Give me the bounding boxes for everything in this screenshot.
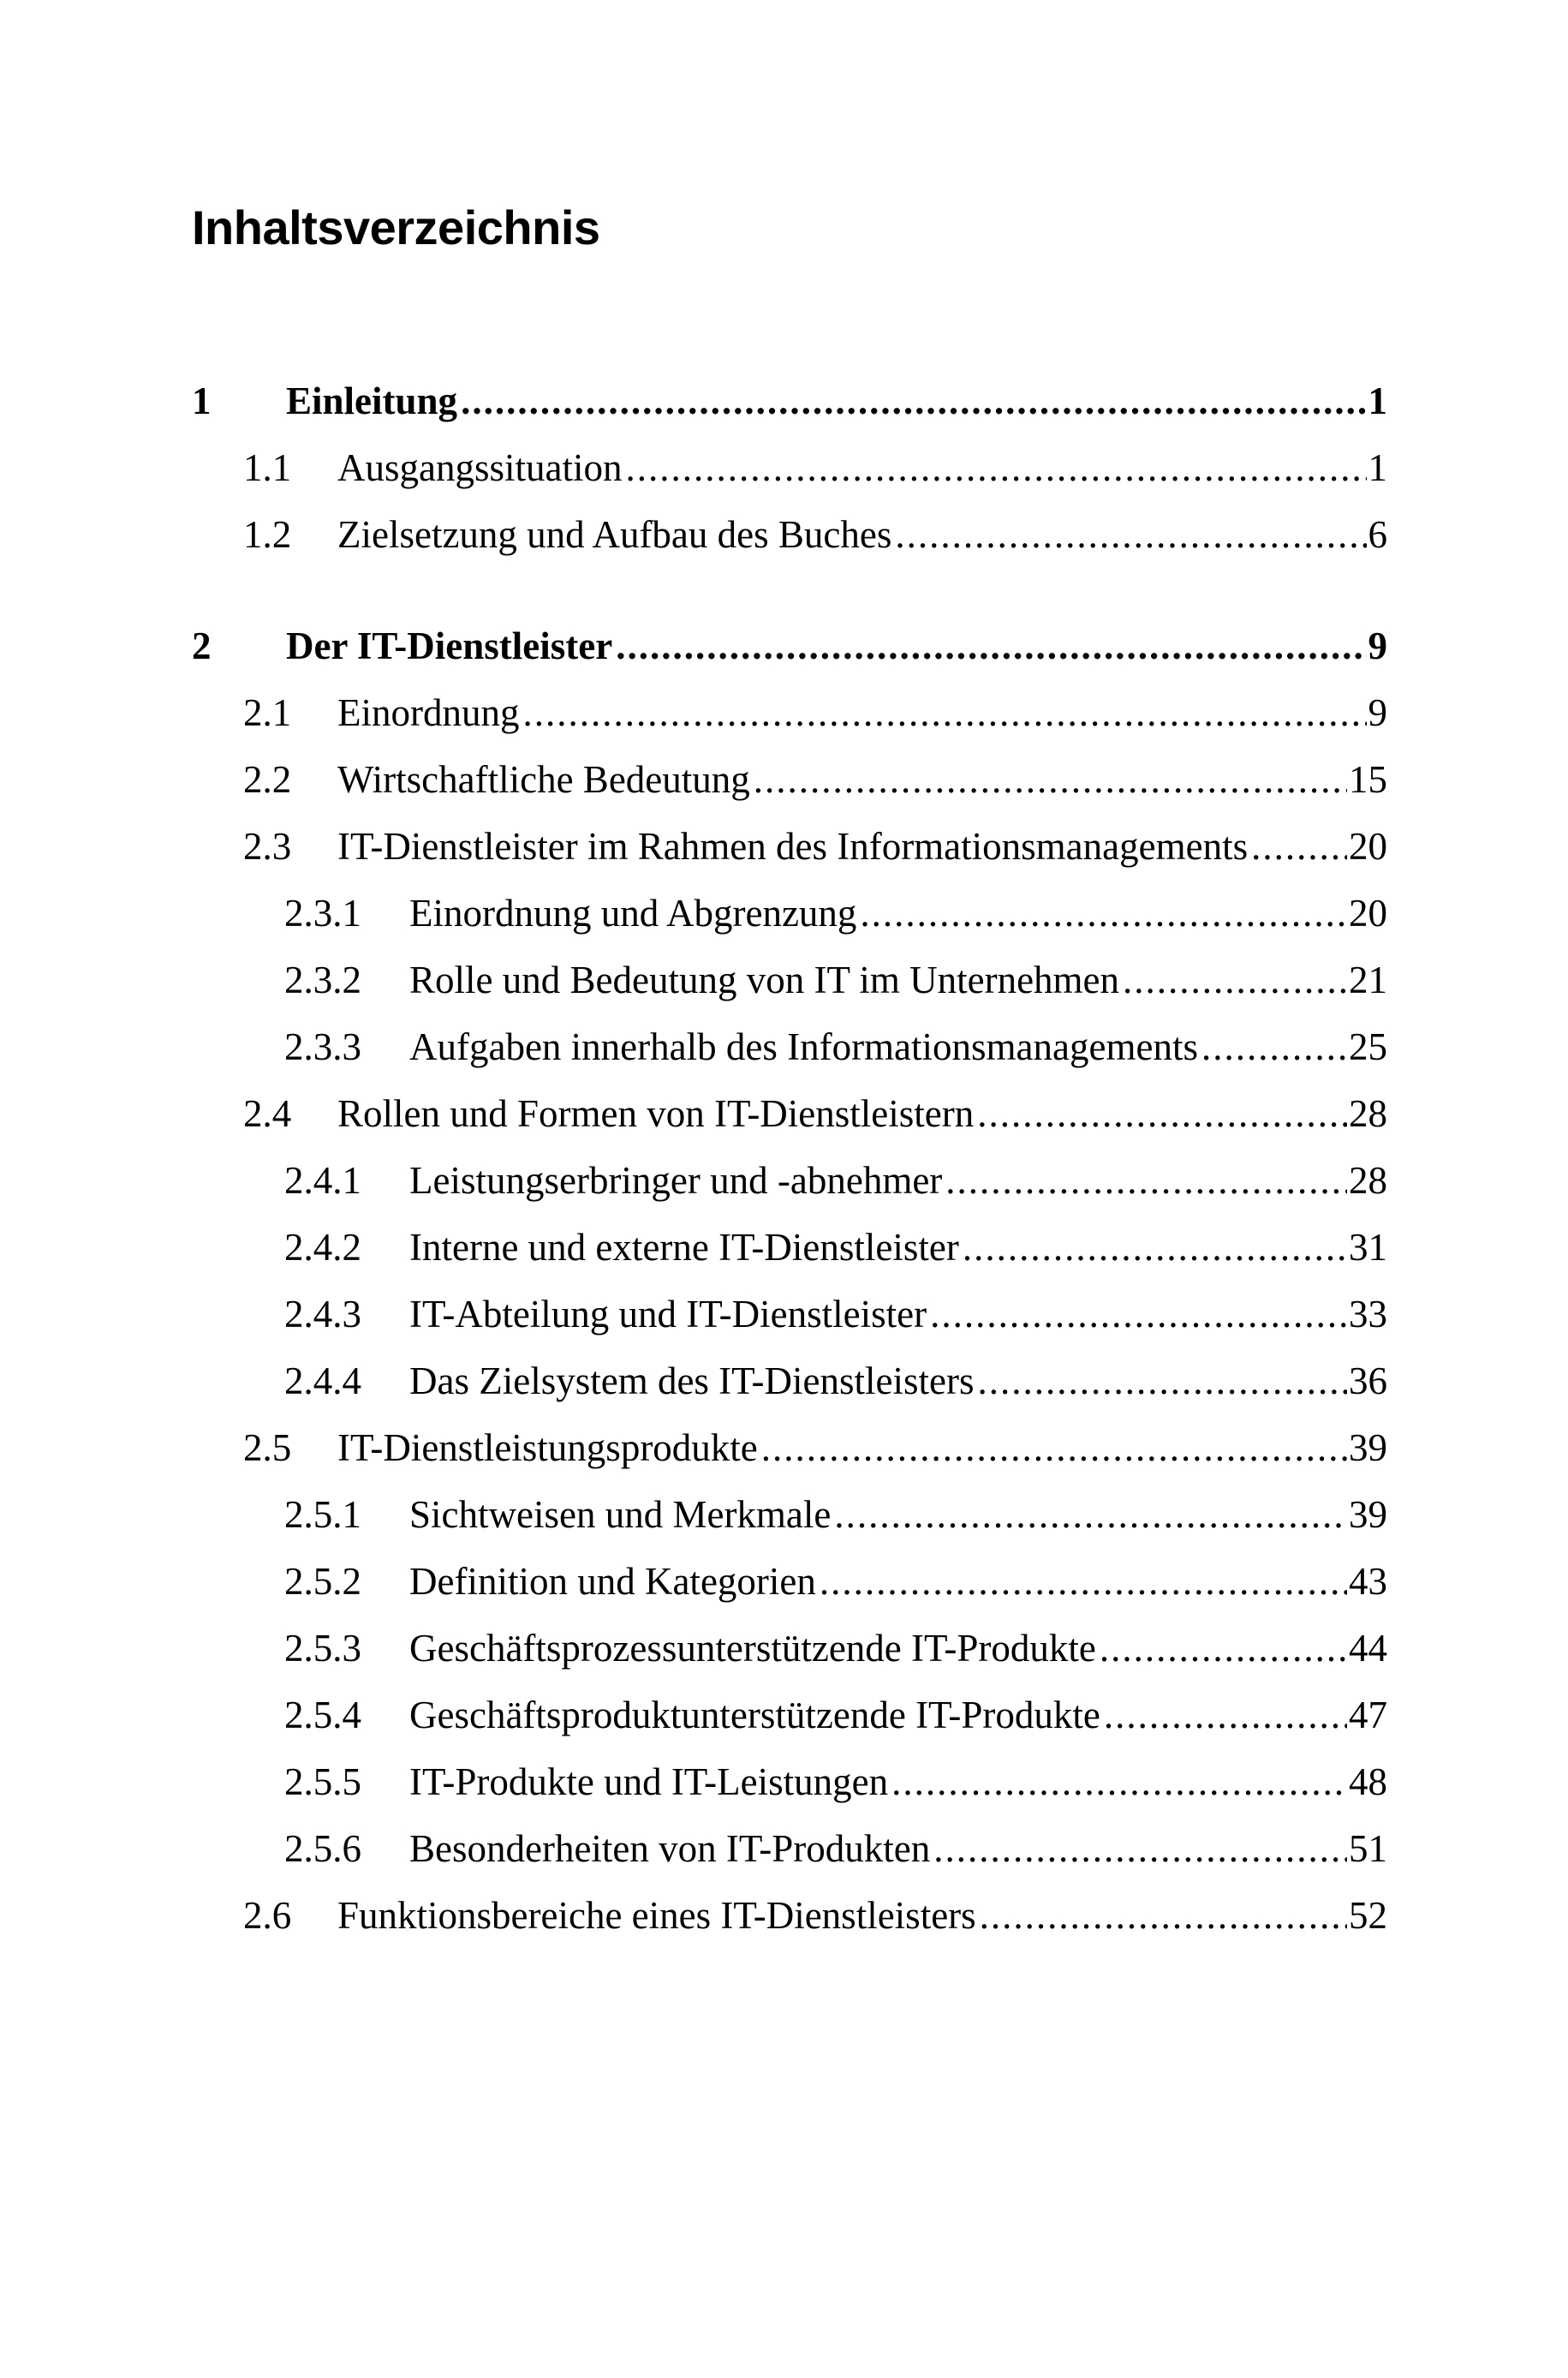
toc-entry-page: 1 — [1368, 379, 1387, 422]
toc-entry[interactable] — [284, 950, 1387, 1010]
toc-entry[interactable] — [284, 1618, 1387, 1678]
toc-entry-title: IT-Abteilung und IT-Dienstleister — [409, 1293, 927, 1335]
toc-entry-title: Besonderheiten von IT-Produkten — [409, 1827, 931, 1870]
toc-entry[interactable] — [243, 505, 1387, 565]
toc-entry[interactable] — [284, 1017, 1387, 1077]
toc-entry-number: 2.5.6 — [284, 1827, 361, 1870]
toc-leader — [820, 1551, 1347, 1611]
toc-entry-number: 1.2 — [243, 513, 292, 556]
toc-entry[interactable] — [284, 1819, 1387, 1879]
toc-entry[interactable] — [192, 616, 1387, 676]
toc-leader — [1100, 1618, 1347, 1678]
toc-leader — [933, 1819, 1347, 1879]
page-title: Inhaltsverzeichnis — [192, 200, 600, 254]
toc-entry-page: 47 — [1349, 1694, 1387, 1736]
toc-leader — [895, 505, 1366, 565]
toc-leader — [891, 1752, 1347, 1812]
toc-leader — [930, 1284, 1347, 1344]
toc-entry[interactable] — [192, 371, 1387, 431]
toc-entry[interactable] — [243, 1084, 1387, 1144]
toc-leader — [977, 1084, 1347, 1144]
toc-entry-title: Funktionsbereiche eines IT-Dienstleisters — [337, 1894, 976, 1937]
toc-leader — [461, 371, 1366, 431]
toc-entry-number: 2.3 — [243, 825, 292, 868]
toc-entry[interactable] — [243, 1418, 1387, 1478]
toc-entry-title: Einordnung — [337, 691, 520, 734]
toc-entry-page: 15 — [1349, 758, 1387, 801]
toc-entry-page: 52 — [1349, 1894, 1387, 1937]
toc-entry-title: Rolle und Bedeutung von IT im Unternehmen — [409, 959, 1120, 1001]
toc-entry[interactable] — [284, 1150, 1387, 1210]
toc-entry-page: 21 — [1349, 959, 1387, 1001]
toc-entry-number: 2.4.3 — [284, 1293, 361, 1335]
toc-entry-number: 2.4.1 — [284, 1159, 361, 1202]
toc-leader — [945, 1150, 1347, 1210]
toc-entry-title: Geschäftsproduktunterstützende IT-Produkte — [409, 1694, 1100, 1736]
toc-leader — [980, 1885, 1347, 1945]
toc-entry[interactable] — [284, 1551, 1387, 1611]
toc-entry-title: Der IT-Dienstleister — [286, 624, 613, 667]
toc-entry-number: 2.5.3 — [284, 1627, 361, 1670]
toc-entry[interactable] — [243, 750, 1387, 810]
toc-leader — [860, 883, 1347, 943]
toc-entry-title: Wirtschaftliche Bedeutung — [337, 758, 750, 801]
toc-entry-page: 1 — [1368, 446, 1387, 489]
toc-entry-page: 33 — [1349, 1293, 1387, 1335]
toc-entry-number: 2.3.3 — [284, 1025, 361, 1068]
toc-entry-page: 20 — [1349, 892, 1387, 935]
toc-entry-title: IT-Dienstleistungsprodukte — [337, 1426, 758, 1469]
toc-entry-title: Einleitung — [286, 379, 458, 422]
toc-entry[interactable] — [243, 683, 1387, 743]
toc-entry[interactable] — [284, 883, 1387, 943]
toc-entry-number: 2.6 — [243, 1894, 292, 1937]
toc-entry[interactable] — [284, 1485, 1387, 1545]
toc-entry-title: Zielsetzung und Aufbau des Buches — [337, 513, 892, 556]
toc-entry-page: 20 — [1349, 825, 1387, 868]
toc-entry-page: 28 — [1349, 1159, 1387, 1202]
toc-entry-page: 39 — [1349, 1493, 1387, 1536]
toc-entry[interactable] — [284, 1685, 1387, 1745]
toc-entry-number: 2.5.5 — [284, 1760, 361, 1803]
toc-leader — [754, 750, 1347, 810]
toc-entry-page: 36 — [1349, 1359, 1387, 1402]
toc-entry[interactable] — [284, 1351, 1387, 1411]
toc-entry[interactable] — [243, 438, 1387, 498]
toc-entry-page: 25 — [1349, 1025, 1387, 1068]
toc-entry-title: Leistungserbringer und -abnehmer — [409, 1159, 943, 1202]
toc-entry-number: 2.2 — [243, 758, 292, 801]
toc-leader — [626, 438, 1367, 498]
toc-entry-page: 39 — [1349, 1426, 1387, 1469]
toc-entry-number: 2.4.4 — [284, 1359, 361, 1402]
toc-entry-title: Aufgaben innerhalb des Informationsmanagements — [409, 1025, 1198, 1068]
toc-entry-number: 2.5.2 — [284, 1560, 361, 1603]
toc-entry[interactable] — [284, 1752, 1387, 1812]
toc-entry[interactable] — [284, 1284, 1387, 1344]
toc-leader — [616, 616, 1366, 676]
toc-entry-page: 6 — [1368, 513, 1387, 556]
toc-entry-page: 43 — [1349, 1560, 1387, 1603]
toc-entry-number: 2.4.2 — [284, 1226, 361, 1269]
toc-leader — [522, 683, 1366, 743]
toc-entry-number: 2.3.2 — [284, 959, 361, 1001]
toc-entry-number: 2.5.4 — [284, 1694, 361, 1736]
toc-entry-number: 2 — [192, 624, 212, 667]
toc-entry-page: 51 — [1349, 1827, 1387, 1870]
toc-leader — [1251, 816, 1347, 876]
toc-entry-page: 28 — [1349, 1092, 1387, 1135]
toc-entry-title: Interne und externe IT-Dienstleister — [409, 1226, 959, 1269]
toc-entry-number: 2.3.1 — [284, 892, 361, 935]
toc-leader — [761, 1418, 1347, 1478]
toc-entry[interactable] — [243, 816, 1387, 876]
toc-entry-title: IT-Dienstleister im Rahmen des Informationsmanagements — [337, 825, 1249, 868]
toc-entry-number: 2.1 — [243, 691, 292, 734]
toc-entry-title: IT-Produkte und IT-Leistungen — [409, 1760, 889, 1803]
toc-entry-number: 1.1 — [243, 446, 292, 489]
toc-entry-title: Ausgangssituation — [337, 446, 623, 489]
toc-entry-title: Definition und Kategorien — [409, 1560, 816, 1603]
toc-entry[interactable] — [284, 1217, 1387, 1277]
toc-entry-page: 44 — [1349, 1627, 1387, 1670]
toc-entry-page: 31 — [1349, 1226, 1387, 1269]
toc-leader — [1123, 950, 1347, 1010]
toc-entry-page: 9 — [1368, 691, 1387, 734]
toc-entry-page: 48 — [1349, 1760, 1387, 1803]
toc-entry-number: 2.5 — [243, 1426, 292, 1469]
toc-leader — [977, 1351, 1347, 1411]
toc-entry-title: Das Zielsystem des IT-Dienstleisters — [409, 1359, 975, 1402]
toc-entry-number: 1 — [192, 379, 212, 422]
toc-entry-title: Rollen und Formen von IT-Dienstleistern — [337, 1092, 975, 1135]
toc-entry-number: 2.4 — [243, 1092, 292, 1135]
toc-entry-title: Geschäftsprozessunterstützende IT-Produkte — [409, 1627, 1096, 1670]
toc-leader — [1201, 1017, 1347, 1077]
toc-entry-page: 9 — [1368, 624, 1387, 667]
toc-entry[interactable] — [243, 1885, 1387, 1945]
toc-entry-title: Einordnung und Abgrenzung — [409, 892, 857, 935]
toc-entry-number: 2.5.1 — [284, 1493, 361, 1536]
toc-leader — [963, 1217, 1347, 1277]
toc-leader — [1104, 1685, 1347, 1745]
toc-entry-title: Sichtweisen und Merkmale — [409, 1493, 832, 1536]
toc-leader — [834, 1485, 1347, 1545]
